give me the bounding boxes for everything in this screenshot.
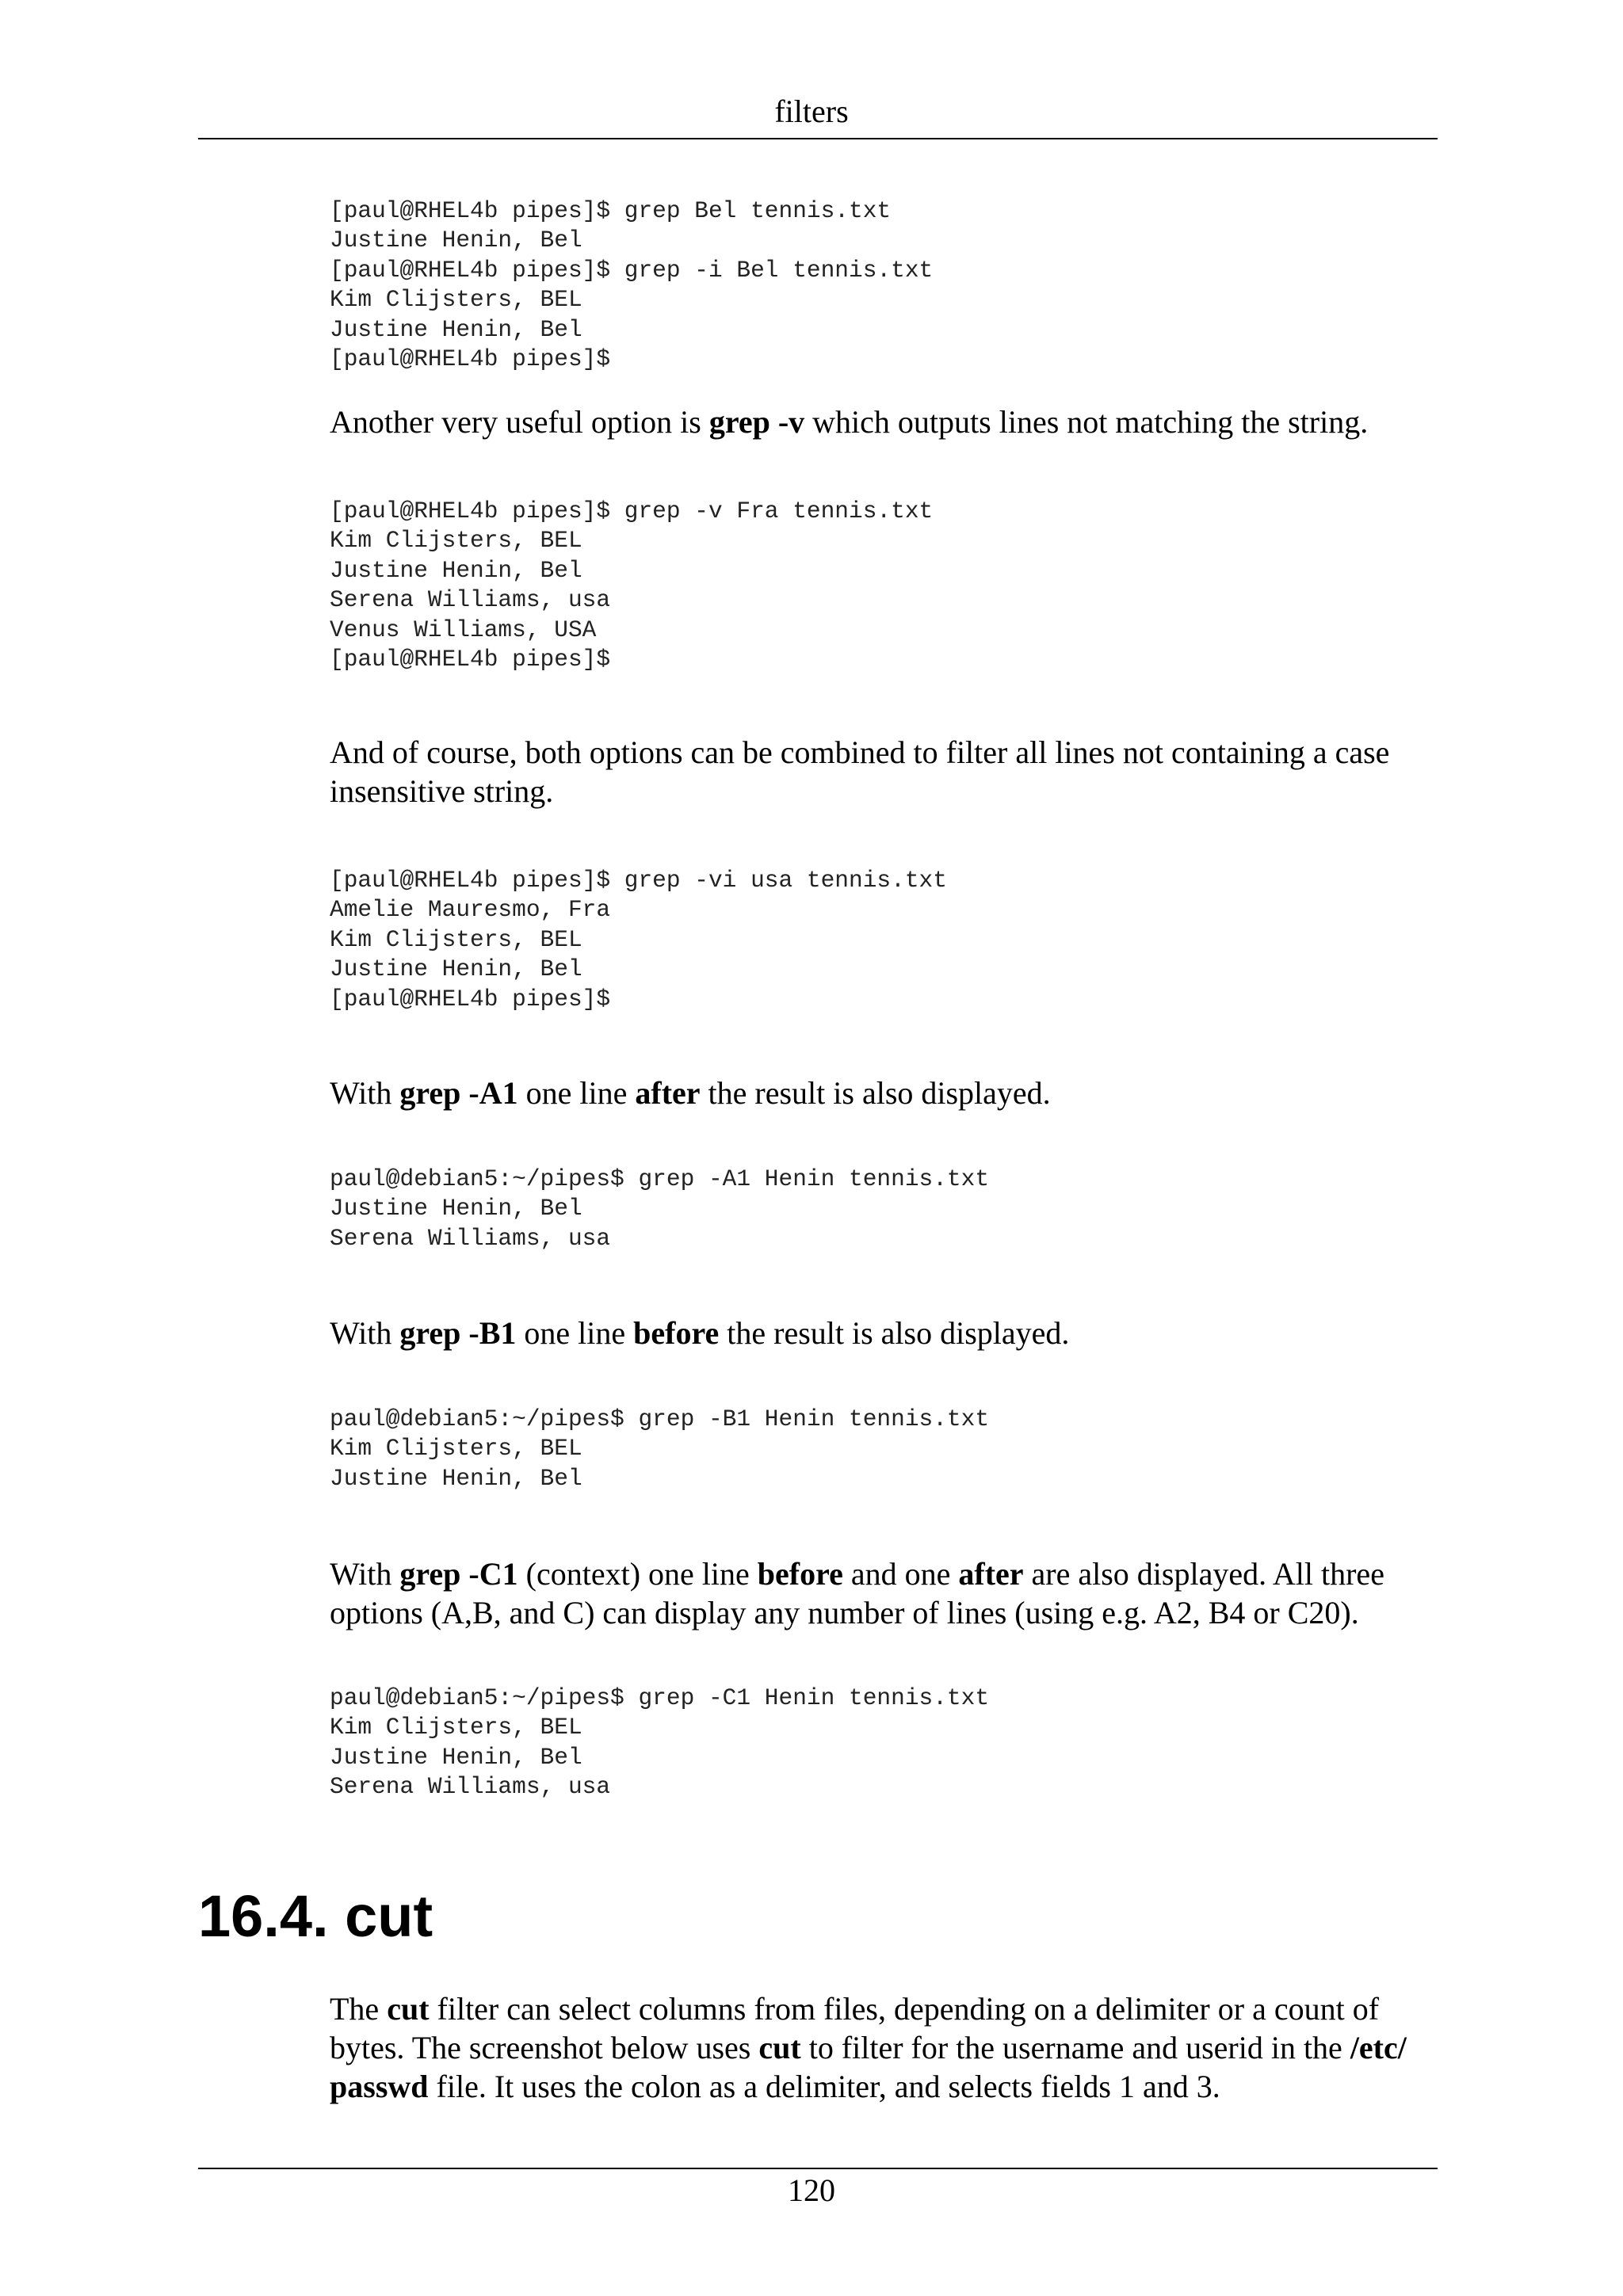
section-heading-cut: 16.4. cut [198,1883,433,1949]
header-rule [198,138,1438,139]
code-line: Kim Clijsters, BEL [330,1435,582,1463]
code-line: paul@debian5:~/pipes$ grep -A1 Henin tennis.txt [330,1165,990,1192]
code-line: Justine Henin, Bel [330,1195,582,1222]
code-block-grep-v [330,497,933,674]
code-line: Venus Williams, USA [330,616,597,643]
code-line: Justine Henin, Bel [330,556,582,584]
code-block-grep-c1 [330,1684,989,1802]
running-header-title: filters [774,93,849,129]
code-block-grep-b1 [330,1405,989,1493]
paragraph-grep-b1: With grep -B1 one line before the result is also displayed. [330,1315,1070,1351]
code-line: [paul@RHEL4b pipes]$ grep -vi usa tennis.txt [330,867,947,894]
paragraph-grep-v: Another very useful option is grep -v which outputs lines not matching the string. [330,404,1369,440]
code-line: Justine Henin, Bel [330,1743,582,1771]
paragraph-cut-intro: The cut filter can select columns from files, depending on a delimiter or a count of bytes. The screenshot below uses cut to filter for the username and userid in the /etc/ passwd file. It uses the colon as a delimiter, and selects fields 1 and 3. [330,1991,1407,2104]
footer-rule [198,2168,1438,2169]
code-block-grep-vi [330,866,947,1014]
code-block-grep-i [330,196,933,374]
code-line: [paul@RHEL4b pipes]$ grep Bel tennis.txt [330,197,892,224]
code-line: [paul@RHEL4b pipes]$ grep -i Bel tennis.txt [330,256,934,284]
code-line: [paul@RHEL4b pipes]$ [330,985,611,1013]
code-line: paul@debian5:~/pipes$ grep -C1 Henin tennis.txt [330,1684,990,1711]
code-line: Justine Henin, Bel [330,1464,582,1492]
code-block-grep-a1 [330,1165,989,1253]
code-line: [paul@RHEL4b pipes]$ [330,345,611,372]
paragraph-grep-c1: With grep -C1 (context) one line before and one after are also displayed. All three options (A,B, and C) can display any number of lines (using e.g. A2, B4 or C20). [330,1556,1384,1630]
code-line: Serena Williams, usa [330,1224,611,1252]
code-line: Serena Williams, usa [330,586,611,614]
code-line: [paul@RHEL4b pipes]$ grep -v Fra tennis.txt [330,498,934,524]
code-line: paul@debian5:~/pipes$ grep -B1 Henin tennis.txt [330,1405,990,1432]
code-line: Kim Clijsters, BEL [330,1714,582,1741]
code-line: Justine Henin, Bel [330,227,582,254]
code-line: Amelie Mauresmo, Fra [330,896,611,924]
code-line: Justine Henin, Bel [330,315,582,343]
code-line: Kim Clijsters, BEL [330,925,582,953]
paragraph-grep-a1: With grep -A1 one line after the result is also displayed. [330,1075,1051,1111]
code-line: Serena Williams, usa [330,1773,611,1801]
paragraph-combined-options: And of course, both options can be combined to filter all lines not containing a case insensitive string. [330,734,1390,809]
page-number: 120 [788,2172,835,2208]
code-line: Justine Henin, Bel [330,955,582,983]
code-line: Kim Clijsters, BEL [330,527,582,555]
code-line: [paul@RHEL4b pipes]$ [330,645,611,673]
code-line: Kim Clijsters, BEL [330,286,582,314]
